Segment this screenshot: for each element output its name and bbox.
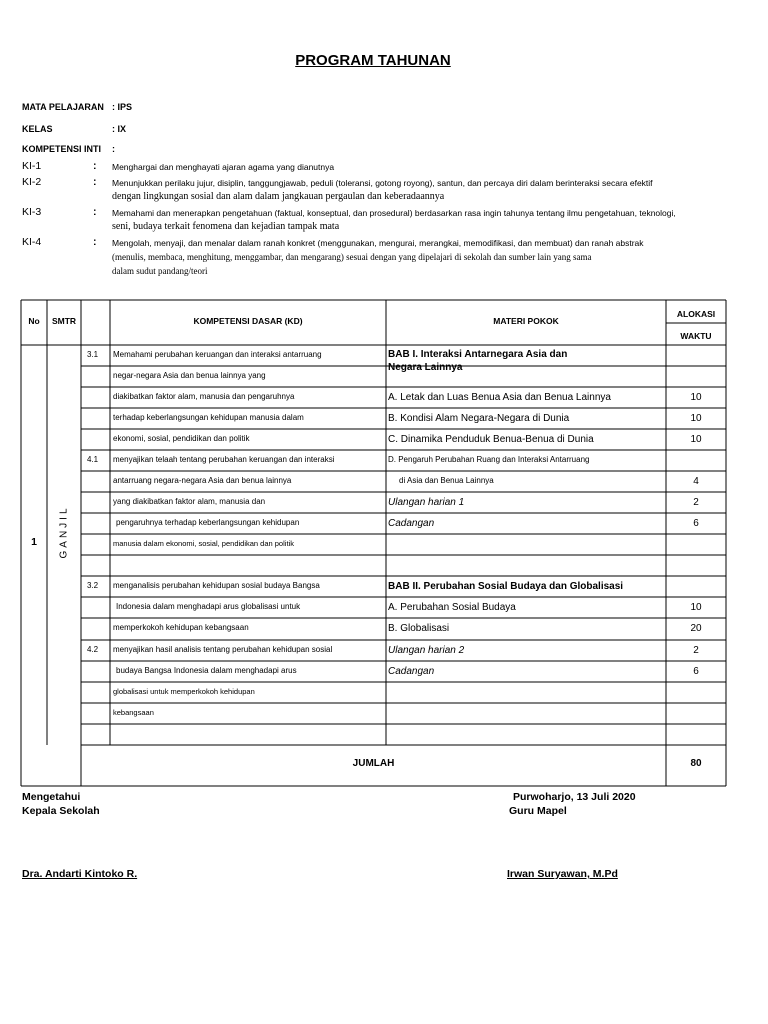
kelas-label: KELAS [22, 124, 53, 134]
kd-text: budaya Bangsa Indonesia dalam menghadapi arus [116, 666, 297, 675]
alokasi-value: 20 [690, 623, 702, 634]
ki-text: Memahami dan menerapkan pengetahuan (faktual, konseptual, dan prosedural) berdasarkan rasa ingin tahunya tentang ilmu pengetahuan, teknologi, [112, 208, 676, 218]
materi-text: D. Pengaruh Perubahan Ruang dan Interaksi Antarruang [388, 455, 590, 464]
mata-pelajaran-label: MATA PELAJARAN [22, 102, 104, 112]
header-waktu: WAKTU [680, 331, 712, 341]
kompetensi-inti-label: KOMPETENSI INTI [22, 144, 102, 154]
ki-code: KI-1 [22, 160, 42, 172]
materi-text: di Asia dan Benua Lainnya [399, 476, 494, 485]
header-alokasi: ALOKASI [676, 309, 716, 319]
kd-number: 3.2 [87, 581, 99, 590]
kd-text: globalisasi untuk memperkokoh kehidupan [113, 687, 255, 696]
materi-text: C. Dinamika Penduduk Benua-Benua di Dunia [388, 434, 594, 445]
header-no: No [28, 316, 40, 326]
ki-text: (menulis, membaca, menghitung, menggambar, dan mengarang) sesuai dengan yang dipelajari di sekolah dan sumber lain yang sama [112, 252, 592, 262]
kelas-value: : IX [112, 124, 127, 134]
row-number: 1 [31, 536, 37, 548]
ki-code: KI-3 [22, 206, 42, 218]
header-materi: MATERI POKOK [493, 316, 559, 326]
kd-text: antarruang negara-negara Asia dan benua lainnya [113, 476, 292, 485]
place-date: Purwoharjo, 13 Juli 2020 [513, 791, 636, 803]
header-smtr: SMTR [51, 316, 77, 326]
materi-text: A. Letak dan Luas Benua Asia dan Benua Lainnya [388, 392, 611, 403]
ki-text: Menghargai dan menghayati ajaran agama yang dianutnya [112, 162, 335, 172]
kd-number: 3.1 [87, 350, 99, 359]
alokasi-value: 6 [693, 666, 699, 677]
kd-text: menyajikan hasil analisis tentang perubahan kehidupan sosial [113, 645, 333, 654]
kd-text: menyajikan telaah tentang perubahan keruangan dan interaksi [113, 455, 335, 464]
mata-pelajaran-value: : IPS [112, 102, 133, 112]
materi-text: Cadangan [388, 666, 435, 677]
materi-text: Cadangan [388, 518, 435, 529]
kepala-sekolah-label: Kepala Sekolah [22, 805, 100, 817]
materi-text: B. Globalisasi [388, 623, 450, 634]
kd-number: 4.2 [87, 645, 99, 654]
ki-colon: : [93, 206, 97, 218]
ki-colon: : [93, 160, 97, 172]
ki-text: dalam sudut pandang/teori [112, 266, 208, 276]
alokasi-value: 10 [690, 434, 702, 445]
kepala-sekolah-name: Dra. Andarti Kintoko R. [22, 868, 138, 880]
kd-text: terhadap keberlangsungan kehidupan manusia dalam [113, 413, 304, 422]
kd-text: manusia dalam ekonomi, sosial, pendidikan dan politik [113, 539, 294, 548]
kd-text: kebangsaan [113, 708, 154, 717]
kd-text: memperkokoh kehidupan kebangsaan [113, 623, 249, 632]
alokasi-value: 10 [690, 413, 702, 424]
ki-text: Menunjukkan perilaku jujur, disiplin, tanggungjawab, peduli (toleransi, gotong royong), santun, dan percaya diri dalam berinteraksi secara efektif [112, 178, 653, 188]
jumlah-label: JUMLAH [352, 758, 395, 769]
ki-text: seni, budaya terkait fenomena dan kejadian tampak mata [112, 221, 340, 232]
kd-text: ekonomi, sosial, pendidikan dan politik [113, 434, 250, 443]
ki-text: dengan lingkungan sosial dan alam dalam jangkauan pergaulan dan keberadaannya [112, 191, 445, 202]
kd-text: pengaruhnya terhadap keberlangsungan kehidupan [116, 518, 300, 527]
ki-code: KI-2 [22, 176, 42, 188]
guru-mapel-label: Guru Mapel [509, 805, 567, 817]
ki-code: KI-4 [22, 236, 42, 248]
alokasi-value: 6 [693, 518, 699, 529]
header-kd: KOMPETENSI DASAR (KD) [193, 316, 303, 326]
ki-colon: : [93, 176, 97, 188]
materi-text: BAB II. Perubahan Sosial Budaya dan Globalisasi [388, 581, 624, 592]
materi-text: Ulangan harian 1 [388, 497, 465, 508]
kd-number: 4.1 [87, 455, 99, 464]
materi-text: A. Perubahan Sosial Budaya [388, 602, 516, 613]
kd-text: diakibatkan faktor alam, manusia dan pengaruhnya [113, 392, 295, 401]
guru-mapel-name: Irwan Suryawan, M.Pd [507, 868, 618, 880]
alokasi-value: 10 [690, 602, 702, 613]
kd-text: Memahami perubahan keruangan dan interaksi antarruang [113, 350, 322, 359]
alokasi-value: 10 [690, 392, 702, 403]
alokasi-value: 2 [693, 645, 699, 656]
materi-text: Ulangan harian 2 [388, 645, 465, 656]
ki-colon: : [93, 236, 97, 248]
kd-text: Indonesia dalam menghadapi arus globalisasi untuk [116, 602, 301, 611]
materi-text-continued: Negara Lainnya [388, 362, 463, 373]
alokasi-value: 2 [693, 497, 699, 508]
kd-text: menganalisis perubahan kehidupan sosial budaya Bangsa [113, 581, 320, 590]
ki-text: Mengolah, menyaji, dan menalar dalam ranah konkret (menggunakan, mengurai, merangkai, memodifikasi, dan membuat) dan ranah abstrak [112, 238, 644, 248]
kd-text: yang diakibatkan faktor alam, manusia dan [113, 497, 266, 506]
materi-text: B. Kondisi Alam Negara-Negara di Dunia [388, 413, 570, 424]
semester-label: GANJIL [58, 505, 70, 559]
kd-text: negar-negara Asia dan benua lainnya yang [113, 371, 266, 380]
page-title: PROGRAM TAHUNAN [295, 52, 451, 69]
jumlah-value: 80 [690, 758, 702, 769]
mengetahui-label: Mengetahui [22, 791, 81, 803]
kompetensi-inti-colon: : [112, 144, 115, 154]
alokasi-value: 4 [693, 476, 699, 487]
materi-text: BAB I. Interaksi Antarnegara Asia dan [388, 349, 568, 360]
